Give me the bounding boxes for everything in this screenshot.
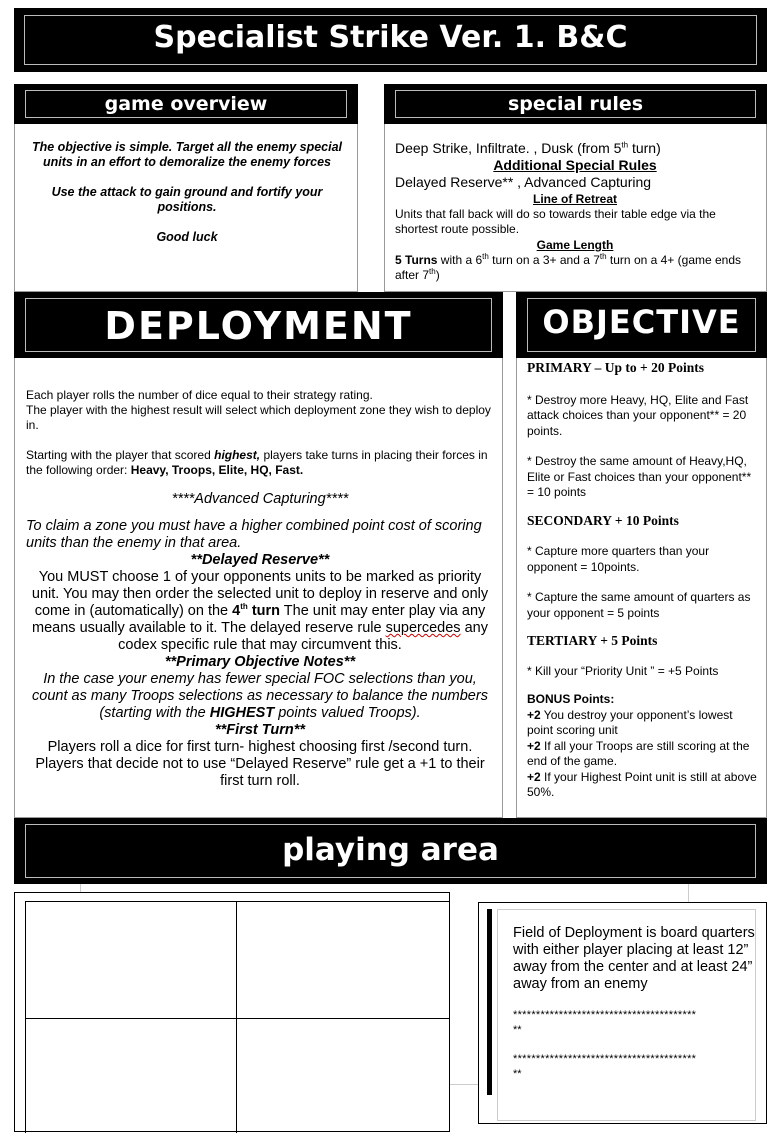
special-rules-line2: Delayed Reserve** , Advanced Capturing xyxy=(395,174,652,190)
bonus-heading: BONUS Points: xyxy=(527,692,615,706)
deployment-header xyxy=(14,292,503,358)
playing-area-heading: playing area xyxy=(282,832,499,868)
objective-header xyxy=(516,292,767,358)
deployment-p2: The player with the highest result will select which deployment zone they wish to deploy in. xyxy=(26,403,491,432)
overview-p1: The objective is simple. Target all the enemy special units in an effort to demoralize the enemy forces xyxy=(31,140,343,169)
primary-heading: PRIMARY – Up to + 20 Points xyxy=(527,360,704,375)
board-inner-frame xyxy=(25,901,449,1133)
deployment-note-text: Field of Deployment is board quarters with either player placing at least 12” away from the center and at least 24” away from an enemy xyxy=(513,925,755,992)
special-rules-line1: Deep Strike, Infiltrate. , Dusk (from 5th turn) xyxy=(395,140,661,156)
overview-header xyxy=(14,84,358,124)
delayed-reserve-text: You MUST choose 1 of your opponents units to be marked as priority unit. You may then order the selected unit to deploy in reserve and only come in (automatically) on the 4th turn The unit may enter play via any means usually available to it. The delayed reserve rule supercedes any codex specific rule that may circumvent this. xyxy=(31,569,489,653)
primary-2: * Destroy the same amount of Heavy,HQ, Elite or Fast choices than your opponent** = 10 points xyxy=(527,454,752,499)
playing-area-header xyxy=(14,818,767,884)
overview-text xyxy=(27,140,347,245)
delayed-reserve-heading: **Delayed Reserve** xyxy=(190,552,330,568)
title-bar xyxy=(14,8,767,72)
note-stars-1: **************************************** xyxy=(513,1009,697,1021)
board-diagram xyxy=(14,892,450,1132)
objective-notes-text: In the case your enemy has fewer special FOC selections than you, count as many Troops selections as necessary to balance the numbers (starting with the HIGHEST points valued Troops). xyxy=(32,671,488,721)
primary-1: * Destroy more Heavy, HQ, Elite and Fast attack choices than your opponent** = 20 points. xyxy=(527,392,749,438)
bonus-3: +2 If your Highest Point unit is still at above 50%. xyxy=(527,769,757,799)
deployment-p3: Starting with the player that scored highest, players take turns in placing their forces in the following order: Heavy, Troops, Elite, HQ, Fast. xyxy=(26,448,488,477)
connector-line-left xyxy=(80,884,81,892)
secondary-1: * Capture more quarters than your opponent = 10points. xyxy=(527,544,710,574)
overview-p3: Good luck xyxy=(156,230,218,244)
connector-line-mid xyxy=(450,1084,478,1085)
note-accent-bar xyxy=(487,909,492,1095)
length-text: 5 Turns with a 6th turn on a 3+ and a 7th turn on a 4+ (game ends after 7th) xyxy=(395,252,742,282)
objective-panel xyxy=(516,358,767,818)
special-rules-heading: special rules xyxy=(507,93,644,115)
page-title: Specialist Strike Ver. 1. B&C xyxy=(153,20,628,55)
deployment-p1: Each player rolls the number of dice equal to their strategy rating. xyxy=(26,388,373,402)
adv-capturing-heading: ****Advanced Capturing**** xyxy=(171,491,349,507)
adv-capturing-text: To claim a zone you must have a higher combined point cost of scoring units than the enemy in that area. xyxy=(26,518,482,551)
retreat-heading: Line of Retreat xyxy=(532,192,617,206)
board-vertical-divider xyxy=(236,901,237,1133)
tertiary-1: * Kill your “Priority Unit ” = +5 Points xyxy=(527,663,719,678)
overview-p2: Use the attack to gain ground and fortify your positions. xyxy=(51,185,323,214)
length-heading: Game Length xyxy=(536,238,614,252)
note-stars-2b: ** xyxy=(513,1068,522,1080)
special-rules-header xyxy=(384,84,767,124)
connector-line-right xyxy=(688,884,689,902)
deployment-panel xyxy=(14,358,503,818)
note-stars-1b: ** xyxy=(513,1024,522,1036)
retreat-text: Units that fall back will do so towards their table edge via the shortest route possible. xyxy=(395,207,716,236)
objective-heading: OBJECTIVE xyxy=(542,303,741,341)
objective-notes-heading: **Primary Objective Notes** xyxy=(164,654,356,670)
note-stars-2: **************************************** xyxy=(513,1053,697,1065)
first-turn-text: Players roll a dice for first turn- highest choosing first /second turn. Players that decide not to use “Delayed Reserve” rule get a +1 to their first turn roll. xyxy=(35,739,485,789)
tertiary-heading: TERTIARY + 5 Points xyxy=(527,633,658,648)
first-turn-heading: **First Turn** xyxy=(215,722,305,738)
board-horizontal-divider xyxy=(25,1018,449,1019)
bonus-2: +2 If all your Troops are still scoring at the end of the game. xyxy=(527,738,750,768)
overview-panel xyxy=(14,124,358,292)
deployment-heading: DEPLOYMENT xyxy=(104,304,413,348)
deployment-note-box xyxy=(478,902,767,1124)
bonus-1: +2 You destroy your opponent’s lowest point scoring unit xyxy=(527,707,733,737)
secondary-heading: SECONDARY + 10 Points xyxy=(527,512,679,528)
secondary-2: * Capture the same amount of quarters as your opponent = 5 points xyxy=(527,590,751,620)
overview-heading: game overview xyxy=(104,93,268,115)
special-rules-panel xyxy=(384,124,767,292)
additional-rules-heading: Additional Special Rules xyxy=(493,157,657,173)
